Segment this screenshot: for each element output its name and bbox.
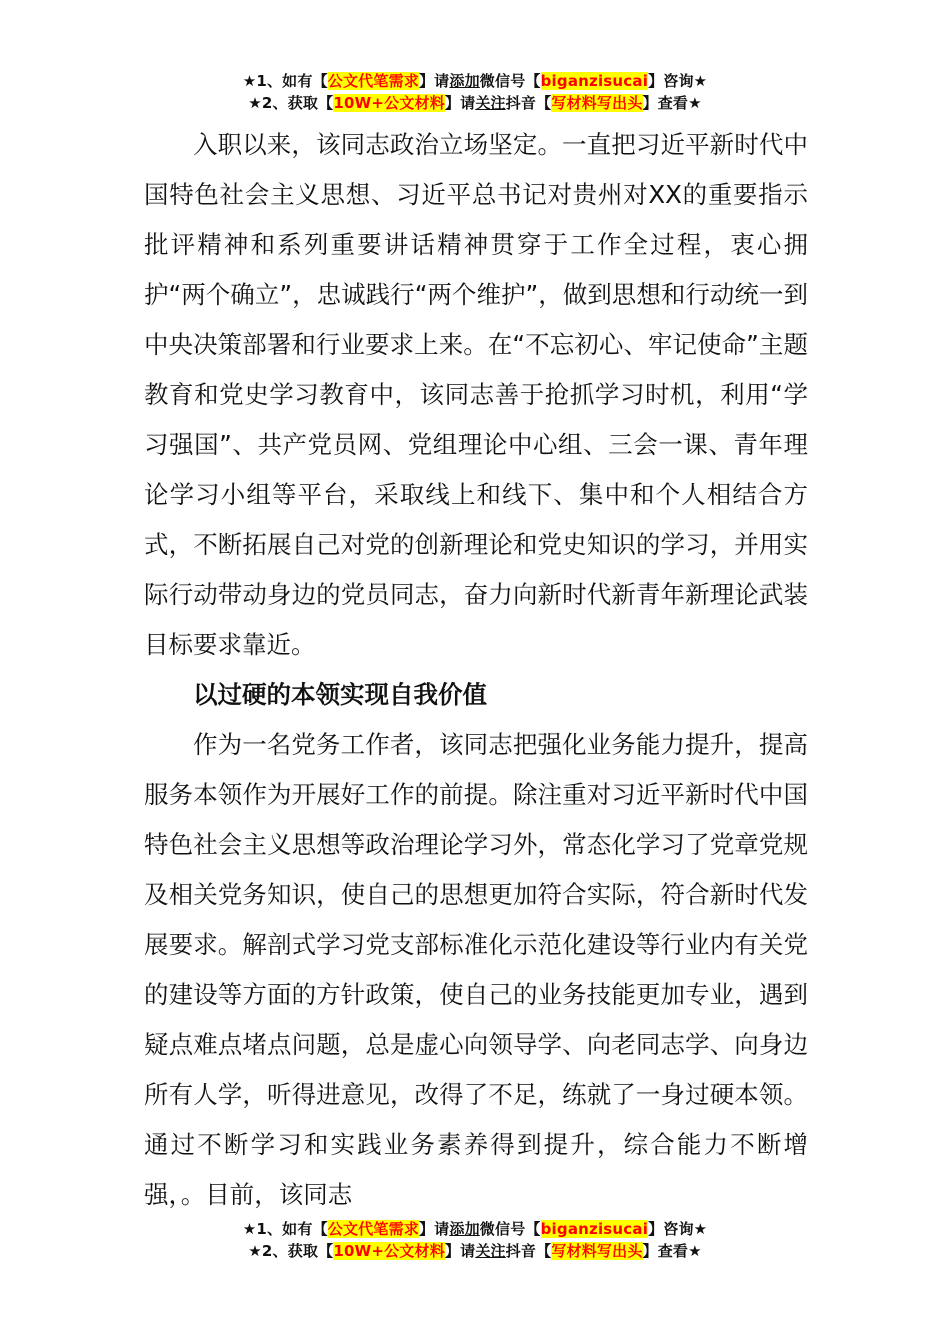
banner-text: 】请 — [418, 72, 450, 90]
banner-text: 】咨询★ — [648, 1220, 708, 1238]
banner-text: 抖音【 — [505, 94, 552, 112]
banner-text: 】查看★ — [642, 1242, 702, 1260]
banner-line-2 — [0, 1240, 950, 1262]
banner-text: 2、获取【 — [261, 1242, 334, 1260]
underlined-word: 关注 — [475, 94, 506, 112]
banner-line-2 — [0, 92, 950, 114]
banner-text: 】查看★ — [642, 94, 702, 112]
header-banner — [0, 70, 950, 114]
highlight-wechat-id: biganzisucai — [540, 72, 649, 90]
highlight-materials: 10W+公文材料 — [333, 94, 445, 112]
banner-text: 2、获取【 — [261, 94, 334, 112]
highlight-douyin: 写材料写出头 — [551, 1242, 643, 1260]
banner-text: 】请 — [418, 1220, 450, 1238]
star-icon: ★ — [242, 1220, 257, 1238]
banner-text: 微信号【 — [479, 1220, 541, 1238]
banner-text: 】请 — [444, 94, 476, 112]
document-body — [144, 120, 808, 1220]
banner-text: 】咨询★ — [648, 72, 708, 90]
star-icon: ★ — [242, 72, 257, 90]
star-icon: ★ — [248, 1242, 262, 1260]
banner-text: 1、如有【 — [256, 1220, 328, 1238]
highlight-wechat-id: biganzisucai — [540, 1220, 649, 1238]
star-icon: ★ — [248, 94, 262, 112]
underlined-word: 添加 — [449, 72, 480, 90]
banner-text: 微信号【 — [479, 72, 541, 90]
banner-text: 1、如有【 — [256, 72, 328, 90]
underlined-word: 添加 — [449, 1220, 480, 1238]
highlight-materials: 10W+公文材料 — [333, 1242, 445, 1260]
highlight-douyin: 写材料写出头 — [551, 94, 643, 112]
section-heading: 以过硬的本领实现自我价值 — [193, 680, 487, 709]
banner-line-1 — [0, 1218, 950, 1240]
banner-line-1 — [0, 70, 950, 92]
highlight-service: 公文代笔需求 — [327, 72, 419, 90]
highlight-service: 公文代笔需求 — [327, 1220, 419, 1238]
footer-banner — [0, 1218, 950, 1262]
underlined-word: 关注 — [475, 1242, 506, 1260]
paragraph-political-stance: 入职以来，该同志政治立场坚定。一直把习近平新时代中国特色社会主义思想、习近平总书记对贵州对XX的重要指示批评精神和系列重要讲话精神贯穿于工作全过程，衷心拥护“两个确立”，忠诚践行“两个维护”，做到思想和行动统一到中央决策部署和行业要求上来。在“不忘初心、牢记使命”主题教育和党史学习教育中，该同志善于抢抓学习时机，利用“学习强国”、共产党员网、党组理论中心组、三会一课、青年理论学习小组等平台，采取线上和线下、集中和个人相结合方式，不断拓展自己对党的创新理论和党史知识的学习，并用实际行动带动身边的党员同志，奋力向新时代新青年新理论武装目标要求靠近。 — [144, 130, 808, 659]
banner-text: 抖音【 — [505, 1242, 552, 1260]
banner-text: 】请 — [444, 1242, 476, 1260]
paragraph-professional-skills: 作为一名党务工作者，该同志把强化业务能力提升，提高服务本领作为开展好工作的前提。除注重对习近平新时代中国特色社会主义思想等政治理论学习外，常态化学习了党章党规及相关党务知识，使自己的思想更加符合实际，符合新时代发展要求。解剖式学习党支部标准化示范化建设等行业内有关党的建设等方面的方针政策，使自己的业务技能更加专业，遇到疑点难点堵点问题，总是虚心向领导学、向老同志学、向身边所有人学，听得进意见，改得了不足，练就了一身过硬本领。通过不断学习和实践业务素养得到提升，综合能力不断增强，。目前，该同志 — [144, 730, 808, 1209]
